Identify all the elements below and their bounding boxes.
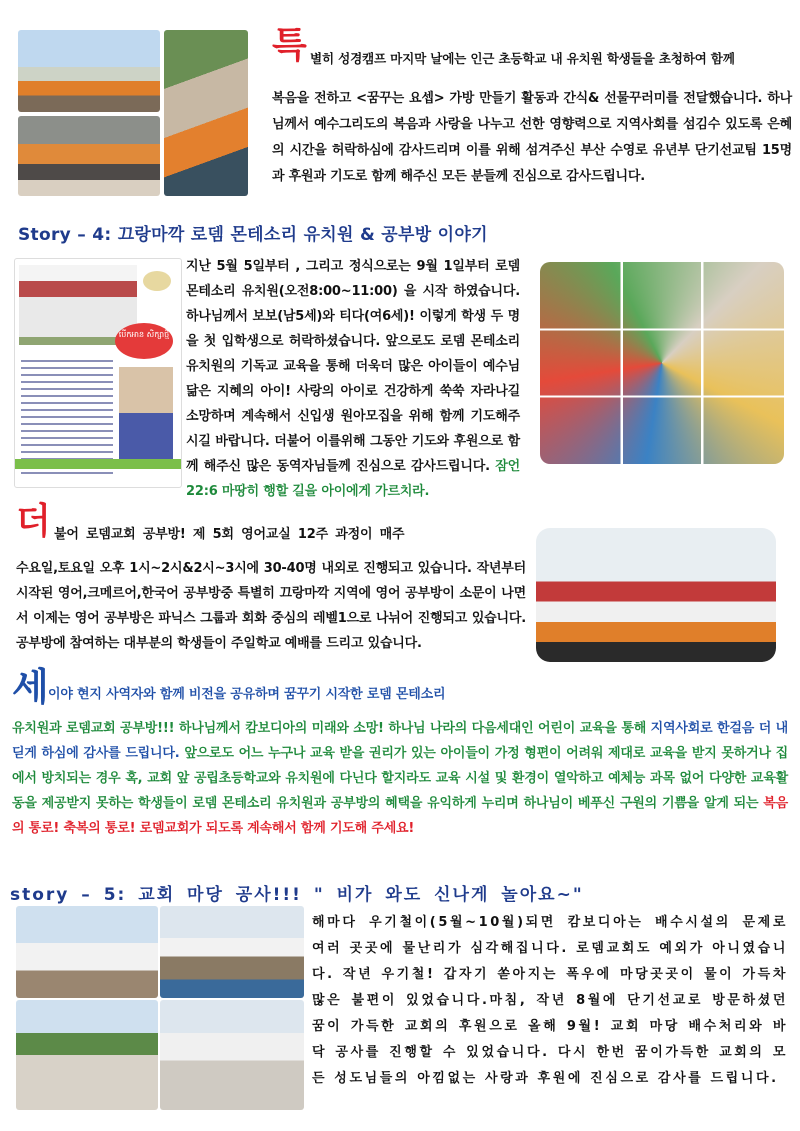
story4-body [186,254,520,504]
story4-verse: 잠언 22:6 마땅히 행할 길을 아이에게 가르치라. [186,459,521,499]
sec3-green-1: 유치원과 로뎀교회 공부방!!! 하나님께서 캄보디아의 미래와 소망! 하나님 나라의 다음세대인 어린이 교육을 통해 [12,721,647,736]
sec1-first-line: 별히 성경캠프 마지막 날에는 인근 초등학교 내 유치원 학생들을 초청하여 함께 [310,51,735,66]
poster-badge: បើកអាន សិក្សាថ្មី [115,323,173,359]
camp-photo-school [18,30,160,112]
yard-photo-building [16,906,158,998]
kindergarten-poster [14,258,182,488]
sec1-initial: 특 [272,25,307,66]
story4-body-text: 지난 5월 5일부터 , 그리고 정식으로는 9월 1일부터 로뎀 몬테소리 유치원(오전8:00~11:00) 을 시작 하였습니다. 하나님께서 보보(남5세)와 티다(여6세)! 이렇게 학생 두 명을 첫 입학생으로 허락하셨습니다. 앞으로도 로뎀 몬테소리 유치원의 기독교 교육을 통해 더욱더 많은 아이들이 예수님 닮은 지혜의 아이! 사랑의 아이로 건강하게 쑥쑥 자라나길 소망하며 계속해서 신입생 원아모집을 위해 함께 기도해주시길 바랍니다. 더불어 이를위해 그동안 기도와 후원으로 함께 해주신 많은 동역자님들께 진심으로 감사드립니다. [186,259,520,474]
story5-heading: story – 5: 교회 마당 공사!!! " 비가 와도 신나게 놀아요~" [10,885,584,905]
kindergarten-activity-collage [540,262,784,464]
yard-photo-truck [160,906,304,998]
sec3-blue-1: 지역사회로 한걸음 더 내딛게 하심에 감사를 드립니다. [12,721,789,761]
sec2-first-line: 불어 로뎀교회 공부방! 제 5회 영어교실 12주 과정이 매주 [54,527,405,542]
sec2-initial: 더 [16,501,51,542]
yard-photo-workers [16,1000,158,1110]
camp-photo-students-line [164,30,248,196]
sec3-initial: 세 [12,665,49,709]
sec2-body: 수요일,토요일 오후 1시~2시&2시~3시에 30-40명 내외로 진행되고 있습니다. 작년부터 시작된 영어,크메르어,한국어 공부방중 특별히 끄랑마깍 지역에 영어 공부방이 소문이 나면서 이제는 영어 공부방은 파닉스 그룹과 회화 중심의 레벨1으로 나뉘어 진행되고 있습니다. 공부방에 참여하는 대부분의 학생들이 주일학교 예배를 드리고 있습니다. [16,561,526,651]
story5-body: 해마다 우기철이(5월~10월)되면 캄보디아는 배수시설의 문제로 여러 곳곳에 물난리가 심각해집니다. 로뎀교회도 예외가 아니였습니다. 작년 우기철! 갑자기 쏟아지는 폭우에 마당곳곳이 물이 가득차 많은 불편이 있었습니다.마침, 작년 8월에 단기선교로 방문하셨던 꿈이 가득한 교회의 후원으로 올해 9월! 교회 마당 배수처리와 바닥 공사를 진행할 수 있었습니다. 다시 한번 꿈이가득한 교회의 모든 성도님들의 아낌없는 사랑과 후원에 진심으로 감사를 드립니다. [312,915,788,1086]
yard-photo-finished [160,1000,304,1110]
sec1-body: 복음을 전하고 <꿈꾸는 요셉> 가방 만들기 활동과 간식& 선물꾸러미를 전달했습니다. 하나님께서 예수그리도의 복음과 사랑을 나누고 선한 영향력으로 지역사회를 섬김수 있도록 은혜의 시간을 허락하심에 감사드리며 이를 위해 섬겨주신 부산 수영로 유년부 단기선교팀 15명과 후원과 기도로 함께 해주신 모든 분들께 진심으로 감사드립니다. [272,91,792,184]
story4-heading: Story – 4: 끄랑마깍 로뎀 몬테소리 유치원 & 공부방 이야기 [18,225,488,245]
camp-photo-classroom [18,116,160,196]
poster-green-band [15,459,181,469]
english-class-photo [536,528,776,662]
sec3-green-2: 앞으로도 어느 누구나 교육 받을 권리가 있는 아이들이 가정 형편이 어려워 제대로 교육을 받지 못하거나 집에서 방치되는 경우 혹, 교회 앞 공립초등학교와 유치원에 다닌다 할지라도 교육 시설 및 환경이 열악하고 예체능 과목 없어 다양한 교육활동을 제공받지 못하는 학생들이 로뎀 몬테소리 유치원과 공부방의 혜택을 유익하게 누리며 하나님이 베푸신 구원의 기쁨을 알게 되는 [12,746,788,811]
sec3-title: 이야 현지 사역자와 함께 비전을 공유하며 꿈꾸기 시작한 로뎀 몬테소리 [48,687,446,702]
poster-info-lines [21,355,113,475]
poster-child-photo [119,367,173,459]
poster-logo [143,271,171,291]
sec3-body [12,716,788,841]
sec3-red: 복음의 통로! 축복의 통로! 로뎀교회가 되도록 계속해서 함께 기도해 주세요! [12,796,788,836]
